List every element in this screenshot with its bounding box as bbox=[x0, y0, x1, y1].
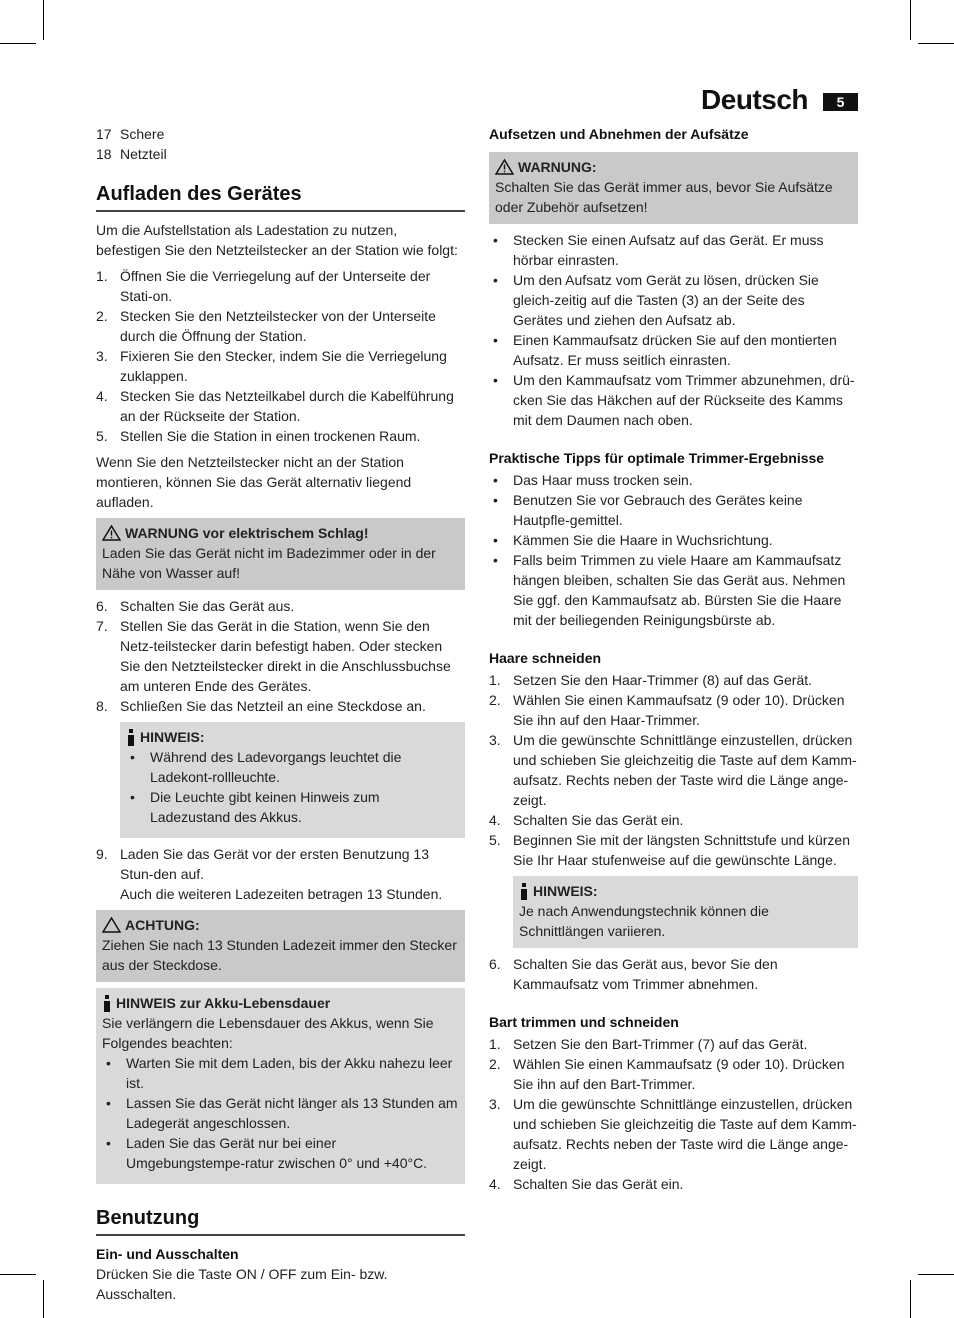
info-icon bbox=[126, 729, 136, 746]
step-number: 4. bbox=[489, 812, 501, 828]
note-text: Während des Ladevorgangs leuchtet die Ladekont-rollleuchte. bbox=[150, 749, 402, 785]
warning-box bbox=[96, 518, 465, 590]
part-number: 18 bbox=[96, 146, 112, 162]
list-item bbox=[96, 144, 465, 164]
crop-mark bbox=[43, 0, 44, 40]
caution-title-row bbox=[102, 915, 459, 935]
note-text: Je nach Anwendungstechnik können die Schnittlängen variieren. bbox=[519, 903, 769, 939]
list-item bbox=[96, 306, 465, 346]
list-item bbox=[489, 550, 858, 630]
step-text: Schalten Sie das Gerät aus. bbox=[120, 598, 295, 614]
warning-triangle-icon bbox=[102, 525, 121, 541]
list-text: Einen Kammaufsatz drücken Sie auf den montierten Aufsatz. Er muss seitlich einrasten. bbox=[513, 332, 837, 368]
warning-triangle-icon bbox=[102, 917, 121, 933]
bullet-list bbox=[489, 470, 858, 630]
paragraph: Wenn Sie den Netzteilstecker nicht an der Station montieren, können Sie das Gerät alternativ liegend aufladen. bbox=[96, 454, 412, 510]
subsection-heading: Aufsetzen und Abnehmen der Aufsätze bbox=[489, 126, 749, 142]
step-number: 6. bbox=[489, 956, 501, 972]
note-title-row bbox=[102, 993, 459, 1013]
parts-list bbox=[96, 124, 465, 164]
list-item bbox=[102, 1133, 459, 1173]
list-item bbox=[96, 386, 465, 426]
step-text: Schalten Sie das Gerät aus, bevor Sie den Kammaufsatz vom Trimmer abnehmen. bbox=[513, 956, 778, 992]
step-number: 8. bbox=[96, 698, 108, 714]
steps-list bbox=[96, 844, 465, 904]
step-text: Stellen Sie das Gerät in die Station, wenn Sie den Netz-teilstecker darin befestigt haben. Oder stecken Sie den Netzteilstecker direkt in die Anschlussbuchse am unteren Ende des Gerätes. bbox=[120, 618, 451, 694]
step-text: Stecken Sie das Netzteilkabel durch die Kabelführung an der Rückseite der Station. bbox=[120, 388, 454, 424]
part-label: Netzteil bbox=[120, 146, 167, 162]
steps-list bbox=[489, 1034, 858, 1194]
list-item bbox=[489, 954, 858, 994]
step-text: Stellen Sie die Station in einen trockenen Raum. bbox=[120, 428, 421, 444]
note-title: HINWEIS: bbox=[533, 883, 598, 899]
warning-title: WARNUNG vor elektrischem Schlag! bbox=[125, 525, 369, 541]
list-item bbox=[489, 690, 858, 730]
step-text: Laden Sie das Gerät vor der ersten Benutzung 13 Stun-den auf. bbox=[120, 846, 429, 882]
bullet-list bbox=[489, 230, 858, 430]
note-box bbox=[513, 876, 858, 948]
bullet: • bbox=[130, 789, 135, 805]
step-number: 4. bbox=[96, 388, 108, 404]
battery-note-box bbox=[96, 988, 465, 1184]
bullet: • bbox=[106, 1095, 111, 1111]
step-number: 1. bbox=[96, 268, 108, 284]
subsection-heading: Praktische Tipps für optimale Trimmer-Ergebnisse bbox=[489, 450, 825, 466]
step-text: Öffnen Sie die Verriegelung auf der Unterseite der Stati-on. bbox=[120, 268, 431, 304]
step-text: Schalten Sie das Gerät ein. bbox=[513, 812, 684, 828]
step-text: Setzen Sie den Haar-Trimmer (8) auf das Gerät. bbox=[513, 672, 813, 688]
list-item bbox=[489, 730, 858, 810]
step-number: 1. bbox=[489, 672, 501, 688]
list-item bbox=[96, 266, 465, 306]
warning-title-row bbox=[102, 523, 459, 543]
bullet: • bbox=[106, 1135, 111, 1151]
steps-list bbox=[96, 266, 465, 446]
step-number: 1. bbox=[489, 1036, 501, 1052]
paragraph: Um die Aufstellstation als Ladestation zu nutzen, befestigen Sie den Netzteilstecker an der Station wie folgt: bbox=[96, 222, 458, 258]
paragraph: Drücken Sie die Taste ON / OFF zum Ein- bzw. Ausschalten. bbox=[96, 1266, 388, 1302]
warning-title-row bbox=[495, 157, 852, 177]
list-item bbox=[489, 1054, 858, 1094]
bullet: • bbox=[493, 232, 498, 248]
list-item bbox=[489, 1094, 858, 1174]
list-item bbox=[489, 530, 858, 550]
caution-box bbox=[96, 910, 465, 982]
part-number: 17 bbox=[96, 126, 112, 142]
crop-mark bbox=[910, 1280, 911, 1318]
list-item bbox=[102, 1093, 459, 1133]
list-text: Das Haar muss trocken sein. bbox=[513, 472, 693, 488]
bullet: • bbox=[493, 552, 498, 568]
caution-text: Ziehen Sie nach 13 Stunden Ladezeit immer den Stecker aus der Steckdose. bbox=[102, 937, 457, 973]
bullet: • bbox=[493, 332, 498, 348]
crop-mark bbox=[918, 1274, 954, 1275]
note-text: Laden Sie das Gerät nur bei einer Umgebungstempe-ratur zwischen 0° und +40°C. bbox=[126, 1135, 428, 1171]
list-text: Kämmen Sie die Haare in Wuchsrichtung. bbox=[513, 532, 773, 548]
list-item bbox=[489, 1034, 858, 1054]
list-item bbox=[96, 696, 465, 716]
section-heading: Aufladen des Gerätes bbox=[96, 184, 465, 212]
note-title: HINWEIS zur Akku-Lebensdauer bbox=[116, 995, 331, 1011]
bullet: • bbox=[106, 1055, 111, 1071]
list-item bbox=[96, 596, 465, 616]
step-number: 6. bbox=[96, 598, 108, 614]
list-item bbox=[489, 670, 858, 690]
crop-mark bbox=[918, 43, 954, 44]
step-text: Wählen Sie einen Kammaufsatz (9 oder 10). Drücken Sie ihn auf den Bart-Trimmer. bbox=[513, 1056, 845, 1092]
step-number: 2. bbox=[96, 308, 108, 324]
warning-box bbox=[489, 152, 858, 224]
step-number: 3. bbox=[489, 732, 501, 748]
warning-text: Laden Sie das Gerät nicht im Badezimmer oder in der Nähe von Wasser auf! bbox=[102, 545, 436, 581]
part-label: Schere bbox=[120, 126, 165, 142]
step-text: Stecken Sie den Netzteilstecker von der Unterseite durch die Öffnung der Station. bbox=[120, 308, 436, 344]
list-item bbox=[96, 346, 465, 386]
list-item bbox=[96, 124, 465, 144]
bullet: • bbox=[130, 749, 135, 765]
list-item bbox=[96, 616, 465, 696]
step-text: Beginnen Sie mit der längsten Schnittstufe und kürzen Sie Ihr Haar stufenweise auf die gewünschte Länge. bbox=[513, 832, 850, 868]
list-item bbox=[489, 1174, 858, 1194]
bullet: • bbox=[493, 532, 498, 548]
caution-title: ACHTUNG: bbox=[125, 917, 200, 933]
list-item bbox=[489, 490, 858, 530]
note-title: HINWEIS: bbox=[140, 729, 205, 745]
warning-text: Schalten Sie das Gerät immer aus, bevor Sie Aufsätze oder Zubehör aufsetzen! bbox=[495, 179, 833, 215]
list-item bbox=[102, 1053, 459, 1093]
list-item bbox=[489, 830, 858, 870]
step-number: 9. bbox=[96, 846, 108, 862]
step-text: Fixieren Sie den Stecker, indem Sie die Verriegelung zuklappen. bbox=[120, 348, 447, 384]
step-text: Schalten Sie das Gerät ein. bbox=[513, 1176, 684, 1192]
list-item bbox=[489, 810, 858, 830]
bullet: • bbox=[493, 372, 498, 388]
bullet: • bbox=[493, 272, 498, 288]
page-number: 5 bbox=[823, 93, 858, 111]
right-column bbox=[489, 124, 858, 1198]
step-text: Auch die weiteren Ladezeiten betragen 13 Stunden. bbox=[120, 886, 443, 902]
crop-mark bbox=[0, 1274, 36, 1275]
list-item bbox=[489, 470, 858, 490]
step-text: Wählen Sie einen Kammaufsatz (9 oder 10). Drücken Sie ihn auf den Haar-Trimmer. bbox=[513, 692, 845, 728]
step-text: Um die gewünschte Schnittlänge einzustellen, drücken und schieben Sie gleichzeitig die Taste auf dem Kamm-aufsatz. Rechts neben der Taste wird die Länge ange-zeigt. bbox=[513, 732, 857, 808]
step-number: 3. bbox=[96, 348, 108, 364]
section-heading: Benutzung bbox=[96, 1208, 465, 1236]
crop-mark bbox=[910, 0, 911, 40]
crop-mark bbox=[43, 1280, 44, 1318]
step-number: 5. bbox=[96, 428, 108, 444]
step-text: Um die gewünschte Schnittlänge einzustellen, drücken und schieben Sie gleichzeitig die Taste auf dem Kamm-aufsatz. Rechts neben der Taste wird die Länge ange-zeigt. bbox=[513, 1096, 857, 1172]
step-number: 2. bbox=[489, 1056, 501, 1072]
steps-list bbox=[96, 596, 465, 716]
list-text: Um den Kammaufsatz vom Trimmer abzunehmen, drü-cken Sie das Häkchen auf der Rückseite des Kamms mit dem Daumen nach oben. bbox=[513, 372, 855, 428]
list-text: Um den Aufsatz vom Gerät zu lösen, drücken Sie gleich-zeitig auf die Tasten (3) an der Seite des Gerätes und ziehen den Aufsatz ab. bbox=[513, 272, 819, 328]
step-number: 3. bbox=[489, 1096, 501, 1112]
crop-mark bbox=[0, 43, 36, 44]
step-number: 4. bbox=[489, 1176, 501, 1192]
note-text: Warten Sie mit dem Laden, bis der Akku nahezu leer ist. bbox=[126, 1055, 453, 1091]
info-icon bbox=[102, 995, 112, 1012]
note-box bbox=[120, 722, 465, 838]
info-icon bbox=[519, 883, 529, 900]
note-text: Die Leuchte gibt keinen Hinweis zum Ladezustand des Akkus. bbox=[150, 789, 380, 825]
left-column bbox=[96, 124, 465, 1310]
page-language-title: Deutsch bbox=[701, 84, 808, 115]
note-text: Sie verlängern die Lebensdauer des Akkus, wenn Sie Folgendes beachten: bbox=[102, 1015, 434, 1051]
note-title-row bbox=[519, 881, 852, 901]
step-number: 5. bbox=[489, 832, 501, 848]
list-item bbox=[96, 844, 465, 904]
warning-triangle-icon bbox=[495, 159, 514, 175]
step-text: Setzen Sie den Bart-Trimmer (7) auf das Gerät. bbox=[513, 1036, 808, 1052]
note-text: Lassen Sie das Gerät nicht länger als 13 Stunden am Ladegerät angeschlossen. bbox=[126, 1095, 458, 1131]
list-text: Stecken Sie einen Aufsatz auf das Gerät. Er muss hörbar einrasten. bbox=[513, 232, 824, 268]
list-item bbox=[489, 370, 858, 430]
list-item bbox=[126, 787, 459, 827]
note-title-row bbox=[126, 727, 459, 747]
steps-list bbox=[489, 954, 858, 994]
steps-list bbox=[489, 670, 858, 870]
subsection-heading: Bart trimmen und schneiden bbox=[489, 1014, 679, 1030]
list-item bbox=[489, 270, 858, 330]
list-text: Benutzen Sie vor Gebrauch des Gerätes keine Hautpfle-gemittel. bbox=[513, 492, 803, 528]
subsection-heading: Ein- und Ausschalten bbox=[96, 1246, 239, 1262]
bullet: • bbox=[493, 492, 498, 508]
note-list bbox=[102, 1053, 459, 1173]
step-number: 2. bbox=[489, 692, 501, 708]
list-item bbox=[489, 230, 858, 270]
step-number: 7. bbox=[96, 618, 108, 634]
list-item bbox=[96, 426, 465, 446]
list-text: Falls beim Trimmen zu viele Haare am Kammaufsatz hängen bleiben, schalten Sie das Gerät aus. Nehmen Sie ggf. den Kammaufsatz ab. Bürsten Sie die Haare mit der beiliegenden Reinigungsbürste ab. bbox=[513, 552, 846, 628]
bullet: • bbox=[493, 472, 498, 488]
subsection-heading: Haare schneiden bbox=[489, 650, 602, 666]
step-text: Schließen Sie das Netzteil an eine Steckdose an. bbox=[120, 698, 426, 714]
warning-title: WARNUNG: bbox=[518, 159, 597, 175]
list-item bbox=[489, 330, 858, 370]
list-item bbox=[126, 747, 459, 787]
note-list bbox=[126, 747, 459, 827]
